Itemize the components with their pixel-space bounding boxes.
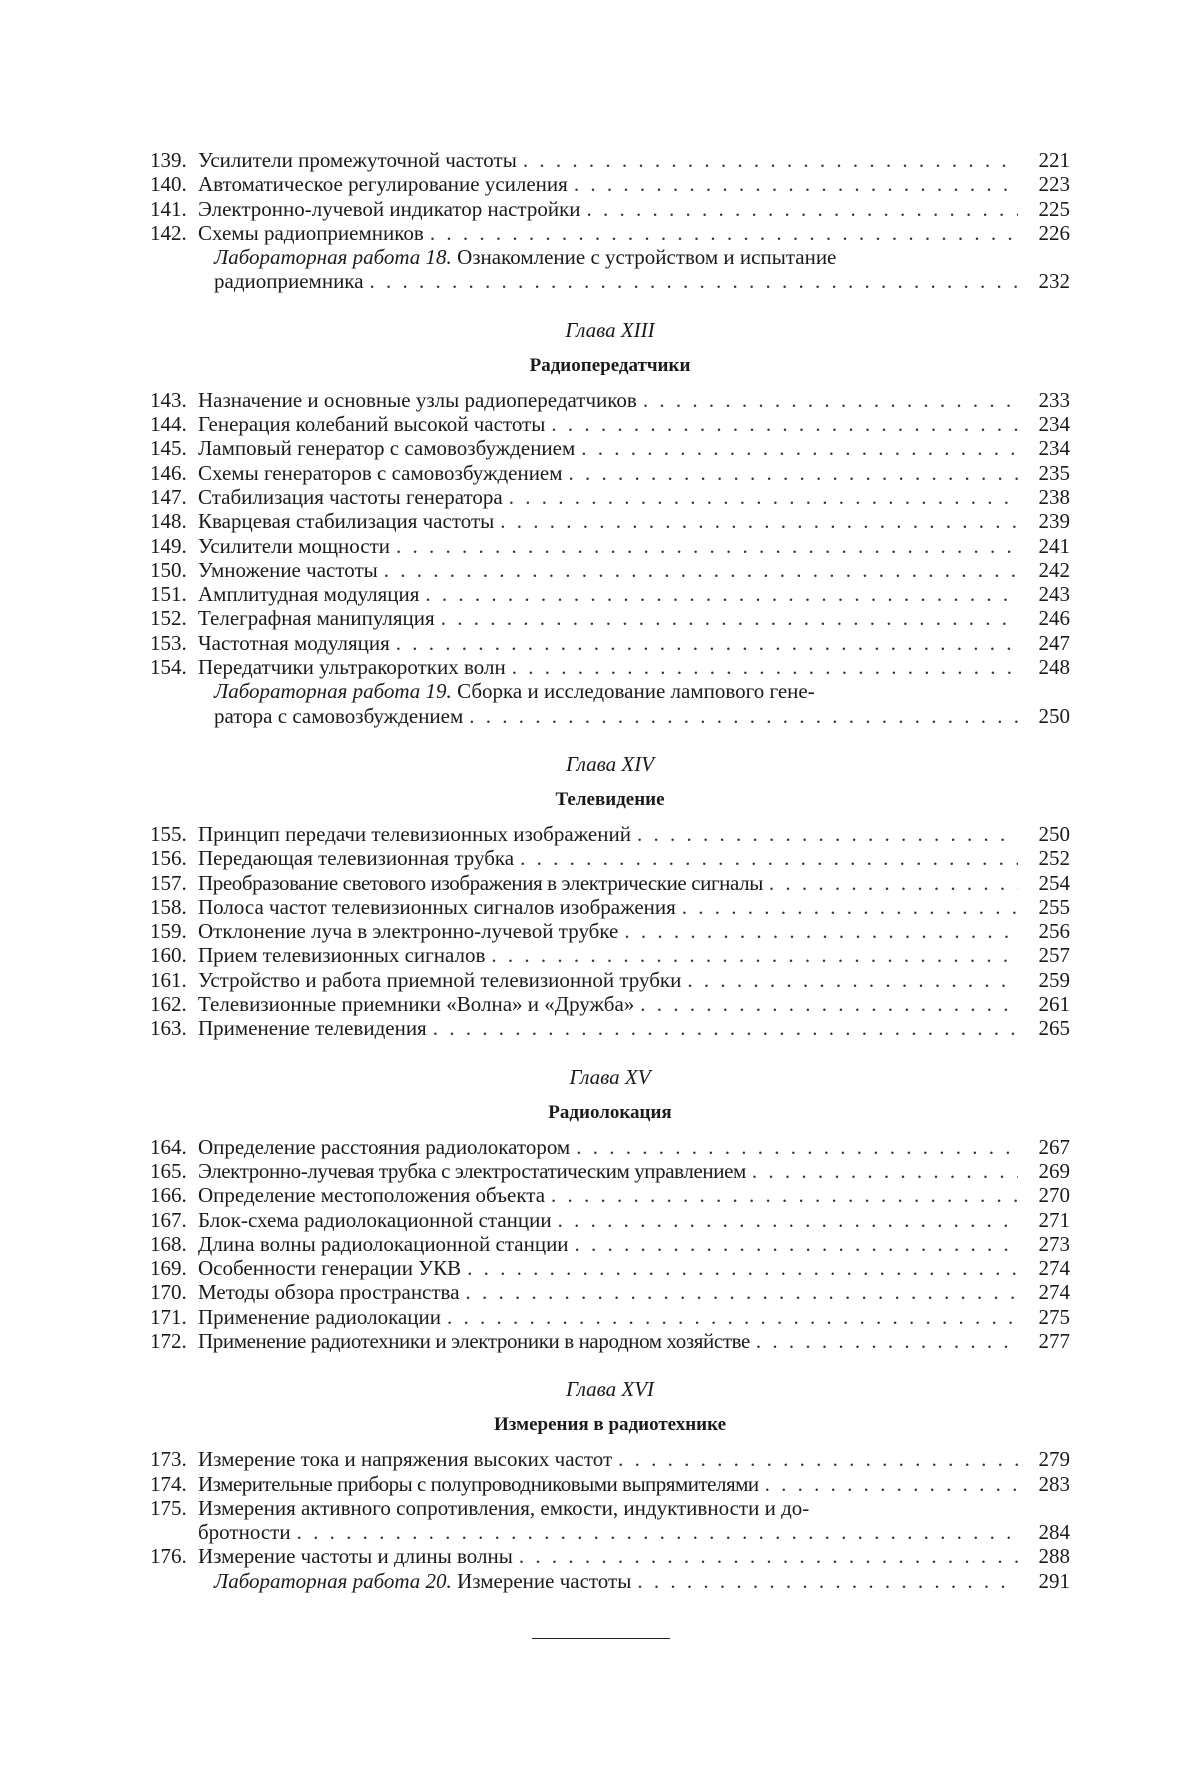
- section-title: Телевидение: [555, 788, 665, 810]
- toc-entry: 163. Применение телевидения . . . 265: [150, 1016, 1070, 1040]
- toc-entry: 170. Методы обзора пространства . . . 274: [150, 1280, 1070, 1304]
- toc-entry: 165. Электронно-лучевая трубка с электростатическим управлением . . . 269: [150, 1159, 1070, 1183]
- toc-entry: 154. Передатчики ультракоротких волн . . . 248: [150, 655, 1070, 679]
- lab-work-entry: Лабораторная работа 19. Сборка и исследование лампового гене-: [214, 679, 815, 704]
- toc-entry: 153. Частотная модуляция . . . 247: [150, 631, 1070, 655]
- table-of-contents: [150, 148, 1070, 1593]
- toc-entry: 150. Умножение частоты . . . 242: [150, 558, 1070, 582]
- toc-entry: 155. Принцип передачи телевизионных изображений . . . 250: [150, 822, 1070, 846]
- toc-entry: 160. Прием телевизионных сигналов . . . 257: [150, 943, 1070, 967]
- toc-entry: 141. Электронно-лучевой индикатор настройки . . . 225: [150, 197, 1070, 221]
- lab-work-entry-cont: ратора с самовозбуждением . . . 250: [150, 704, 1070, 728]
- toc-entry: 168. Длина волны радиолокационной станции . . . 273: [150, 1232, 1070, 1256]
- toc-entry: 146. Схемы генераторов с самовозбуждением . . . 235: [150, 461, 1070, 485]
- toc-entry: 166. Определение местоположения объекта . . . 270: [150, 1183, 1070, 1207]
- toc-entry: 140. Автоматическое регулирование усиления . . . 223: [150, 172, 1070, 196]
- toc-entry: 145. Ламповый генератор с самовозбуждением . . . 234: [150, 436, 1070, 460]
- toc-entry: 159. Отклонение луча в электронно-лучевой трубке . . . 256: [150, 919, 1070, 943]
- end-rule: [532, 1638, 670, 1639]
- toc-entry: 176. Измерение частоты и длины волны . . . 288: [150, 1544, 1070, 1568]
- toc-entry: 147. Стабилизация частоты генератора . . . 238: [150, 485, 1070, 509]
- toc-entry: 148. Кварцевая стабилизация частоты . . . 239: [150, 509, 1070, 533]
- chapter-heading: Глава XIV: [565, 751, 655, 776]
- chapter-heading: Глава XIII: [565, 317, 655, 342]
- toc-entry: 175. Измерения активного сопротивления, емкости, индуктивности и до-: [150, 1495, 810, 1520]
- toc-entry: 169. Особенности генерации УКВ . . . 274: [150, 1256, 1070, 1280]
- toc-entry: 162. Телевизионные приемники «Волна» и «Дружба» . . . 261: [150, 992, 1070, 1016]
- chapter-heading: Глава XV: [569, 1064, 651, 1089]
- toc-entry: 156. Передающая телевизионная трубка . . . 252: [150, 846, 1070, 870]
- section-title: Радиопередатчики: [529, 354, 691, 376]
- toc-entry: 164. Определение расстояния радиолокатором . . . 267: [150, 1135, 1070, 1159]
- toc-entry: 171. Применение радиолокации . . . 275: [150, 1305, 1070, 1329]
- lab-work-entry: Лабораторная работа 20. Измерение частоты . . . 291: [150, 1569, 1070, 1593]
- toc-entry: 139. Усилители промежуточной частоты . . . 221: [150, 148, 1070, 172]
- toc-entry: 149. Усилители мощности . . . 241: [150, 534, 1070, 558]
- toc-entry: 167. Блок-схема радиолокационной станции . . . 271: [150, 1208, 1070, 1232]
- toc-entry: 174. Измерительные приборы с полупроводниковыми выпрямителями . . . 283: [150, 1472, 1070, 1496]
- toc-entry: 158. Полоса частот телевизионных сигналов изображения . . . 255: [150, 895, 1070, 919]
- toc-entry: 143. Назначение и основные узлы радиопередатчиков . . . 233: [150, 388, 1070, 412]
- toc-entry: 142. Схемы радиоприемников . . . 226: [150, 221, 1070, 245]
- lab-work-entry-cont: радиоприемника . . . 232: [150, 269, 1070, 293]
- toc-entry: 151. Амплитудная модуляция . . . 243: [150, 582, 1070, 606]
- toc-entry: 152. Телеграфная манипуляция . . . 246: [150, 606, 1070, 630]
- section-title: Радиолокация: [548, 1101, 672, 1123]
- toc-entry: 161. Устройство и работа приемной телевизионной трубки . . . 259: [150, 968, 1070, 992]
- section-title: Измерения в радиотехнике: [493, 1414, 727, 1436]
- toc-entry: 173. Измерение тока и напряжения высоких частот . . . 279: [150, 1447, 1070, 1471]
- toc-entry: 172. Применение радиотехники и электроники в народном хозяйстве . . . 277: [150, 1329, 1070, 1353]
- toc-entry: 144. Генерация колебаний высокой частоты . . . 234: [150, 412, 1070, 436]
- toc-entry: 157. Преобразование светового изображения в электрические сигналы . . . 254: [150, 871, 1070, 895]
- toc-entry-cont: бротности . . . 284: [150, 1520, 1070, 1544]
- lab-work-entry: Лабораторная работа 18. Ознакомление с устройством и испытание: [214, 245, 837, 270]
- chapter-heading: Глава XVI: [565, 1377, 655, 1402]
